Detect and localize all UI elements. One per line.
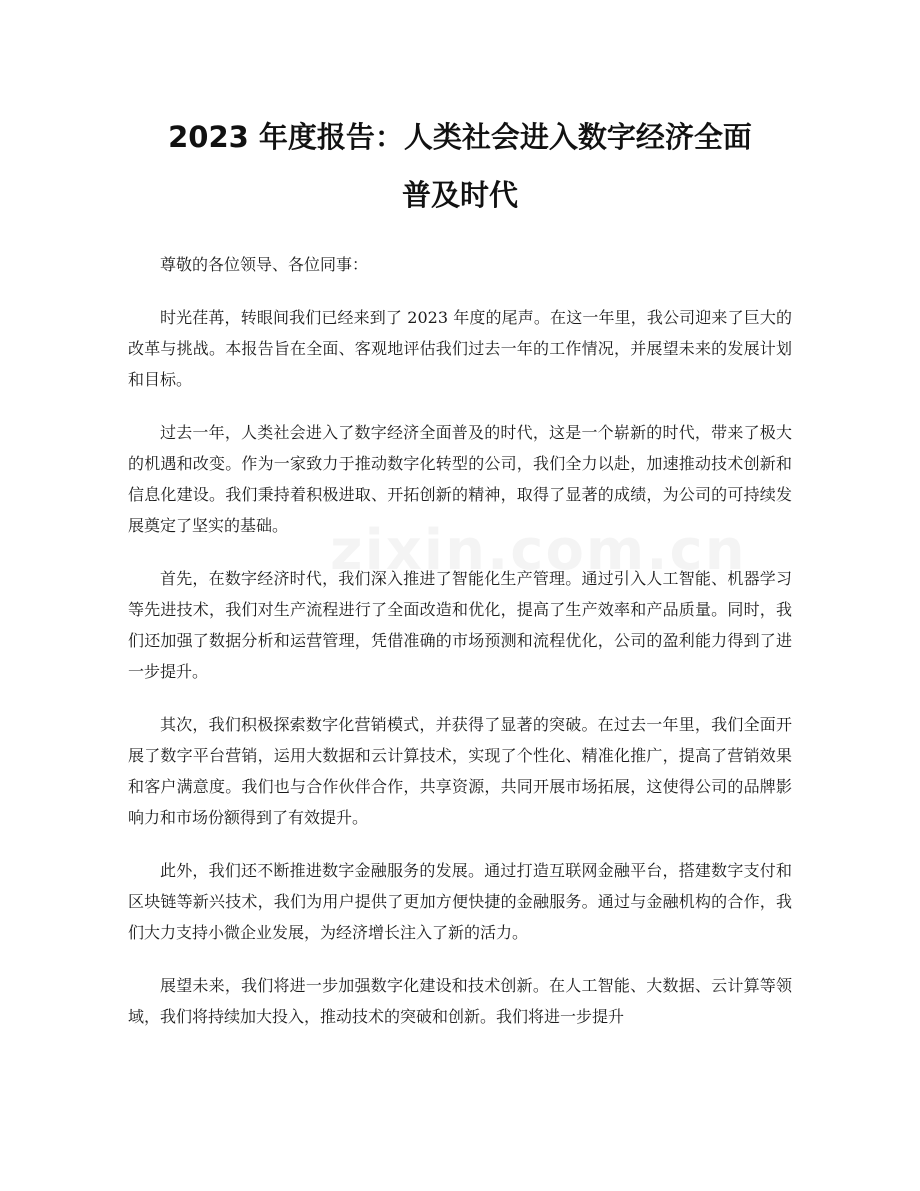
- body-paragraph: 首先，在数字经济时代，我们深入推进了智能化生产管理。通过引入人工智能、机器学习等先进技术，我们对生产流程进行了全面改造和优化，提高了生产效率和产品质量。同时，我们还加强了数据分析和运营管理，凭借准确的市场预测和流程优化，公司的盈利能力得到了进一步提升。: [128, 569, 792, 681]
- document-body: [128, 249, 792, 1054]
- title-line-1: 2023 年度报告：人类社会进入数字经济全面: [168, 120, 752, 154]
- salutation: 尊敬的各位领导、各位同事：: [160, 255, 369, 274]
- body-paragraph: 其次，我们积极探索数字化营销模式，并获得了显著的突破。在过去一年里，我们全面开展了数字平台营销，运用大数据和云计算技术，实现了个性化、精准化推广，提高了营销效果和客户满意度。我们也与合作伙伴合作，共享资源，共同开展市场拓展，这使得公司的品牌影响力和市场份额得到了有效提升。: [128, 715, 792, 827]
- document-title: [100, 108, 820, 224]
- body-paragraph: 时光荏苒，转眼间我们已经来到了 2023 年度的尾声。在这一年里，我公司迎来了巨大的改革与挑战。本报告旨在全面、客观地评估我们过去一年的工作情况，并展望未来的发展计划和目标。: [128, 308, 792, 389]
- body-paragraph: 此外，我们还不断推进数字金融服务的发展。通过打造互联网金融平台，搭建数字支付和区块链等新兴技术，我们为用户提供了更加方便快捷的金融服务。通过与金融机构的合作，我们大力支持小微企业发展，为经济增长注入了新的活力。: [128, 861, 792, 942]
- body-paragraph: 过去一年，人类社会进入了数字经济全面普及的时代，这是一个崭新的时代，带来了极大的机遇和改变。作为一家致力于推动数字化转型的公司，我们全力以赴，加速推动技术创新和信息化建设。我们秉持着积极进取、开拓创新的精神，取得了显著的成绩，为公司的可持续发展奠定了坚实的基础。: [128, 423, 792, 535]
- body-paragraph: 展望未来，我们将进一步加强数字化建设和技术创新。在人工智能、大数据、云计算等领域，我们将持续加大投入，推动技术的突破和创新。我们将进一步提升: [128, 976, 792, 1026]
- title-line-2: 普及时代: [401, 178, 518, 212]
